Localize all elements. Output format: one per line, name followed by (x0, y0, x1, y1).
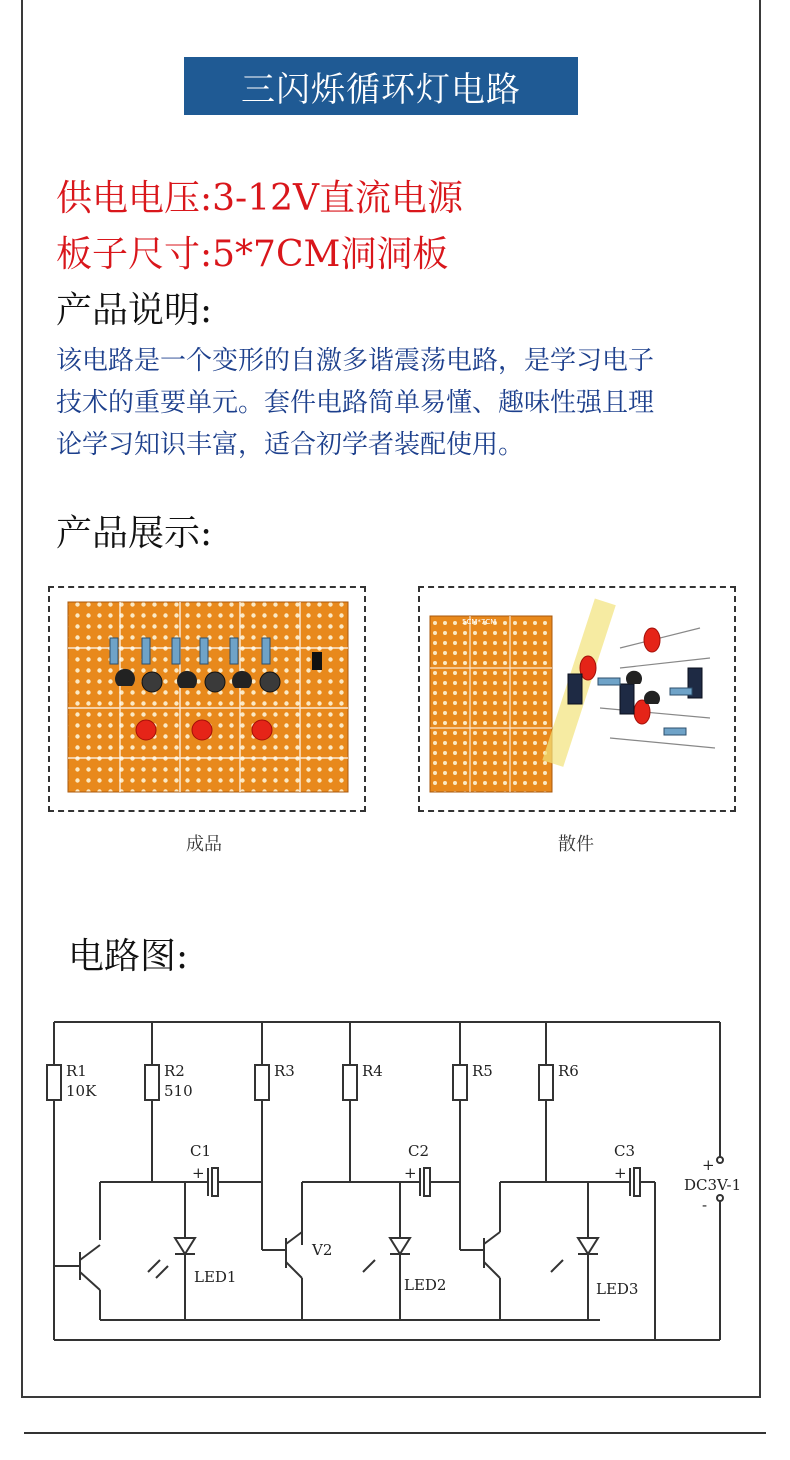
label-c3-plus: + (614, 1164, 627, 1182)
parts-kit-image (420, 588, 734, 810)
label-c2-plus: + (404, 1164, 417, 1182)
label-power-minus: - (702, 1196, 708, 1214)
finished-board-caption: 成品 (186, 834, 222, 855)
label-r2: R2 (164, 1062, 185, 1080)
description-line: 论学习知识丰富，适合初学者装配使用。 (56, 430, 525, 460)
circuit-heading: 电路图: (68, 936, 189, 977)
label-led1: LED1 (194, 1268, 237, 1286)
label-led3: LED3 (596, 1280, 639, 1298)
label-r2-value: 510 (164, 1082, 193, 1100)
board-silkscreen: 5CM*7CM (462, 618, 497, 626)
label-r1-value: 10K (66, 1082, 97, 1100)
description-line: 技术的重要单元。套件电路简单易懂、趣味性强且理 (56, 388, 655, 418)
label-c2: C2 (408, 1142, 430, 1160)
label-c3: C3 (614, 1142, 636, 1160)
finished-board-image (50, 588, 364, 810)
circuit-diagram (40, 1010, 760, 1350)
spec-voltage: 供电电压:3-12V直流电源 (56, 178, 464, 219)
description-line: 该电路是一个变形的自激多谐震荡电路，是学习电子 (56, 346, 655, 376)
description-heading: 产品说明: (56, 290, 213, 331)
bottom-divider (24, 1432, 766, 1434)
parts-kit-caption: 散件 (558, 834, 594, 855)
label-power: DC3V-1 (684, 1176, 742, 1194)
label-r4: R4 (362, 1062, 383, 1080)
label-led2: LED2 (404, 1276, 447, 1294)
description-text (56, 340, 756, 466)
spec-board-size: 板子尺寸:5*7CM洞洞板 (56, 234, 449, 275)
label-r6: R6 (558, 1062, 579, 1080)
label-r5: R5 (472, 1062, 493, 1080)
label-c1: C1 (190, 1142, 212, 1160)
finished-board-photo (48, 586, 366, 812)
label-power-plus: + (702, 1156, 715, 1174)
label-r1: R1 (66, 1062, 87, 1080)
label-v2: V2 (312, 1241, 333, 1259)
title-banner: 三闪烁循环灯电路 (184, 57, 578, 115)
label-r3: R3 (274, 1062, 295, 1080)
label-c1-plus: + (192, 1164, 205, 1182)
parts-kit-photo (418, 586, 736, 812)
showcase-heading: 产品展示: (56, 513, 213, 554)
